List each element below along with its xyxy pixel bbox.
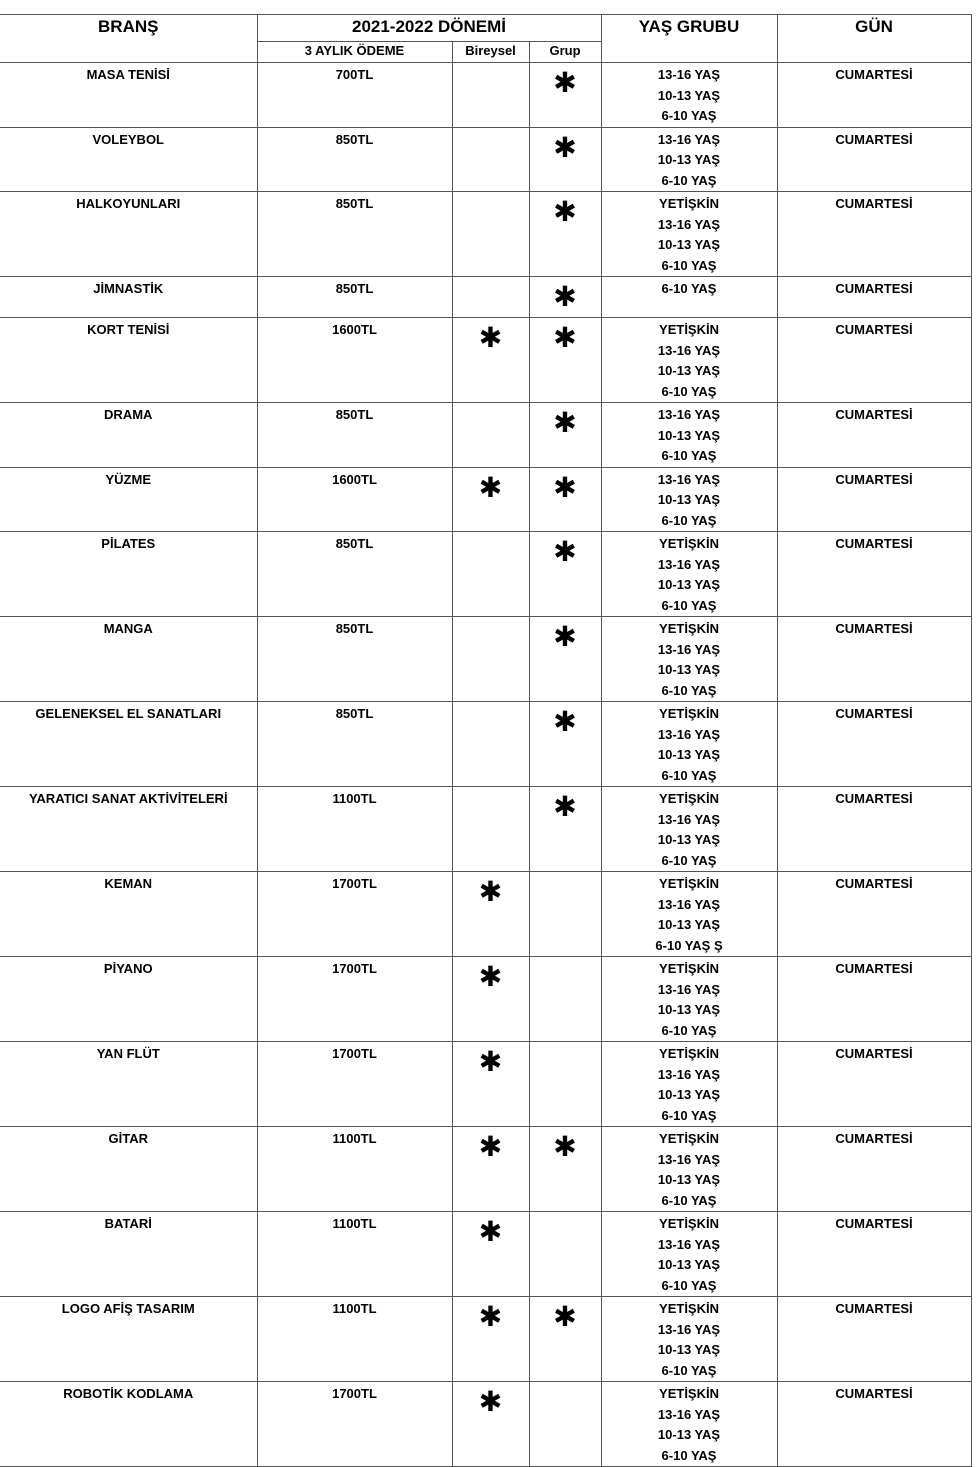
branch-name-cell: YÜZME [0, 467, 257, 532]
age-group-cell [601, 403, 777, 468]
group-mark-cell: ✱ [529, 277, 601, 318]
price-cell: 850TL [257, 192, 452, 277]
day-cell: CUMARTESİ [777, 787, 971, 872]
age-group-item: 10-13 YAŞ [657, 577, 721, 592]
age-group-item: 13-16 YAŞ [657, 342, 721, 358]
age-group-cell [601, 1127, 777, 1212]
branch-name-cell: PİYANO [0, 957, 257, 1042]
table-row [0, 277, 971, 318]
age-group-cell [601, 787, 777, 872]
individual-mark-cell: ✱ [452, 318, 529, 403]
age-group-item: 13-16 YAŞ [657, 131, 721, 147]
price-cell: 1700TL [257, 1382, 452, 1467]
header-day: GÜN [777, 15, 971, 63]
age-group-item: YETİŞKİN [659, 706, 719, 721]
day-cell: CUMARTESİ [777, 1297, 971, 1382]
age-group-cell [601, 192, 777, 277]
individual-mark-cell: ✱ [452, 1212, 529, 1297]
table-row [0, 192, 971, 277]
header-group: Grup [529, 42, 601, 63]
day-cell: CUMARTESİ [777, 467, 971, 532]
individual-mark-cell [452, 403, 529, 468]
branch-name-cell: VOLEYBOL [0, 127, 257, 192]
individual-mark-cell: ✱ [452, 1042, 529, 1127]
age-group-cell [601, 318, 777, 403]
age-group-item: 13-16 YAŞ [657, 981, 721, 997]
branch-name-cell: KEMAN [0, 872, 257, 957]
individual-mark-cell: ✱ [452, 467, 529, 532]
day-cell: CUMARTESİ [777, 1382, 971, 1467]
age-group-item: YETİŞKİN [659, 1216, 719, 1231]
branch-name-cell: YARATICI SANAT AKTİVİTELERİ [0, 787, 257, 872]
branch-name-cell: DRAMA [0, 403, 257, 468]
price-cell: 850TL [257, 127, 452, 192]
age-group-item: 10-13 YAŞ [657, 917, 721, 932]
table-row [0, 467, 971, 532]
age-group-item: YETİŞKİN [659, 961, 719, 976]
age-group-item: 10-13 YAŞ [657, 1257, 721, 1272]
table-row [0, 127, 971, 192]
age-group-item: 13-16 YAŞ [657, 1406, 721, 1422]
day-cell: CUMARTESİ [777, 403, 971, 468]
age-group-cell [601, 1212, 777, 1297]
price-cell: 1600TL [257, 318, 452, 403]
age-group-item: 10-13 YAŞ [657, 87, 721, 103]
table-row [0, 617, 971, 702]
age-group-item: 6-10 YAŞ [661, 512, 717, 528]
table-row [0, 872, 971, 957]
age-group-item: 6-10 YAŞ [661, 257, 717, 273]
age-group-item: 13-16 YAŞ [657, 811, 721, 827]
age-group-item: YETİŞKİN [659, 322, 719, 337]
age-group-item: 6-10 YAŞ [661, 682, 717, 698]
age-group-item: 10-13 YAŞ [657, 1427, 721, 1442]
age-group-cell [601, 702, 777, 787]
age-group-item: 6-10 YAŞ [661, 1107, 717, 1123]
age-group-item: 13-16 YAŞ [657, 407, 721, 422]
age-group-item: 6-10 YAŞ [661, 448, 717, 463]
age-group-item: YETİŞKİN [659, 1301, 719, 1316]
branch-name-cell: GİTAR [0, 1127, 257, 1212]
age-group-item: 6-10 YAŞ [661, 281, 717, 296]
age-group-cell [601, 872, 777, 957]
age-group-item: YETİŞKİN [659, 621, 719, 636]
header-payment: 3 AYLIK ÖDEME [257, 42, 452, 63]
age-group-item: 6-10 YAŞ [661, 1192, 717, 1208]
age-group-item: 6-10 YAŞ [661, 172, 717, 188]
group-mark-cell [529, 1212, 601, 1297]
price-cell: 1700TL [257, 872, 452, 957]
header-age-group: YAŞ GRUBU [601, 15, 777, 63]
age-group-item: 13-16 YAŞ [657, 896, 721, 912]
individual-mark-cell: ✱ [452, 1127, 529, 1212]
individual-mark-cell [452, 63, 529, 128]
age-group-item: YETİŞKİN [659, 791, 719, 806]
price-cell: 850TL [257, 617, 452, 702]
day-cell: CUMARTESİ [777, 1042, 971, 1127]
branch-name-cell: BATARİ [0, 1212, 257, 1297]
group-mark-cell: ✱ [529, 127, 601, 192]
group-mark-cell: ✱ [529, 192, 601, 277]
day-cell: CUMARTESİ [777, 318, 971, 403]
group-mark-cell: ✱ [529, 617, 601, 702]
day-cell: CUMARTESİ [777, 63, 971, 128]
age-group-cell [601, 1297, 777, 1382]
table-row [0, 1212, 971, 1297]
table-row [0, 403, 971, 468]
branch-name-cell: KORT TENİSİ [0, 318, 257, 403]
price-cell: 700TL [257, 63, 452, 128]
individual-mark-cell [452, 617, 529, 702]
branch-name-cell: PİLATES [0, 532, 257, 617]
price-cell: 850TL [257, 277, 452, 318]
age-group-item: YETİŞKİN [659, 1131, 719, 1146]
group-mark-cell: ✱ [529, 403, 601, 468]
header-period: 2021-2022 DÖNEMİ [257, 15, 601, 42]
age-group-item: 13-16 YAŞ [657, 556, 721, 572]
header-branch: BRANŞ [0, 15, 257, 63]
branch-name-cell: LOGO AFİŞ TASARIM [0, 1297, 257, 1382]
table-row [0, 702, 971, 787]
day-cell: CUMARTESİ [777, 872, 971, 957]
table-body [0, 63, 971, 1467]
table-row [0, 1127, 971, 1212]
branch-name-cell: HALKOYUNLARI [0, 192, 257, 277]
individual-mark-cell [452, 532, 529, 617]
age-group-item: 13-16 YAŞ [657, 67, 721, 82]
age-group-cell [601, 957, 777, 1042]
branch-name-cell: MANGA [0, 617, 257, 702]
age-group-item: 13-16 YAŞ [657, 1066, 721, 1082]
age-group-cell [601, 617, 777, 702]
branch-name-cell: MASA TENİSİ [0, 63, 257, 128]
age-group-item: 10-13 YAŞ [657, 237, 721, 252]
group-mark-cell: ✱ [529, 532, 601, 617]
price-cell: 1600TL [257, 467, 452, 532]
age-group-item: 10-13 YAŞ [657, 832, 721, 847]
price-cell: 1100TL [257, 1127, 452, 1212]
individual-mark-cell [452, 127, 529, 192]
age-group-item: 6-10 YAŞ [661, 383, 717, 399]
table-row [0, 787, 971, 872]
age-group-item: 13-16 YAŞ [657, 471, 721, 487]
individual-mark-cell: ✱ [452, 872, 529, 957]
age-group-cell [601, 532, 777, 617]
age-group-item: YETİŞKİN [659, 876, 719, 891]
day-cell: CUMARTESİ [777, 277, 971, 318]
price-cell: 1100TL [257, 787, 452, 872]
individual-mark-cell [452, 277, 529, 318]
day-cell: CUMARTESİ [777, 702, 971, 787]
age-group-item: 6-10 YAŞ [661, 108, 717, 123]
age-group-item: YETİŞKİN [659, 1386, 719, 1401]
age-group-item: 10-13 YAŞ [657, 492, 721, 507]
age-group-cell [601, 127, 777, 192]
price-cell: 1700TL [257, 1042, 452, 1127]
age-group-item: 13-16 YAŞ [657, 216, 721, 232]
individual-mark-cell: ✱ [452, 1297, 529, 1382]
price-cell: 850TL [257, 403, 452, 468]
day-cell: CUMARTESİ [777, 127, 971, 192]
course-fee-table [0, 14, 972, 1467]
age-group-item: 13-16 YAŞ [657, 1151, 721, 1167]
age-group-item: 13-16 YAŞ [657, 1236, 721, 1252]
table-row [0, 532, 971, 617]
individual-mark-cell: ✱ [452, 957, 529, 1042]
price-cell: 1700TL [257, 957, 452, 1042]
age-group-item: 10-13 YAŞ [657, 1002, 721, 1017]
age-group-item: YETİŞKİN [659, 536, 719, 551]
day-cell: CUMARTESİ [777, 192, 971, 277]
age-group-item: 13-16 YAŞ [657, 1321, 721, 1337]
branch-name-cell: GELENEKSEL EL SANATLARI [0, 702, 257, 787]
day-cell: CUMARTESİ [777, 1212, 971, 1297]
age-group-item: 6-10 YAŞ [661, 1022, 717, 1038]
age-group-cell [601, 1382, 777, 1467]
price-cell: 850TL [257, 532, 452, 617]
table-row [0, 1042, 971, 1127]
table-row [0, 63, 971, 128]
group-mark-cell: ✱ [529, 1297, 601, 1382]
age-group-item: YETİŞKİN [659, 1046, 719, 1061]
age-group-item: 6-10 YAŞ [661, 1362, 717, 1378]
age-group-item: 10-13 YAŞ [657, 363, 721, 378]
group-mark-cell: ✱ [529, 467, 601, 532]
age-group-cell [601, 63, 777, 128]
age-group-item: 6-10 YAŞ [661, 597, 717, 613]
age-group-cell [601, 467, 777, 532]
price-cell: 1100TL [257, 1297, 452, 1382]
group-mark-cell: ✱ [529, 1127, 601, 1212]
group-mark-cell: ✱ [529, 702, 601, 787]
group-mark-cell: ✱ [529, 63, 601, 128]
age-group-item: 10-13 YAŞ [657, 662, 721, 677]
individual-mark-cell [452, 192, 529, 277]
age-group-cell [601, 1042, 777, 1127]
age-group-item: 10-13 YAŞ [657, 1172, 721, 1187]
age-group-item: 13-16 YAŞ [657, 641, 721, 657]
branch-name-cell: JİMNASTİK [0, 277, 257, 318]
age-group-item: 10-13 YAŞ [657, 1087, 721, 1102]
age-group-item: 10-13 YAŞ [657, 152, 721, 167]
header-individual: Bireysel [452, 42, 529, 63]
age-group-item: 6-10 YAŞ [661, 767, 717, 783]
age-group-item: 10-13 YAŞ [657, 1342, 721, 1357]
age-group-item: 6-10 YAŞ [661, 1277, 717, 1293]
age-group-item: 10-13 YAŞ [657, 427, 721, 443]
day-cell: CUMARTESİ [777, 532, 971, 617]
day-cell: CUMARTESİ [777, 1127, 971, 1212]
group-mark-cell [529, 1042, 601, 1127]
individual-mark-cell [452, 787, 529, 872]
individual-mark-cell [452, 702, 529, 787]
group-mark-cell: ✱ [529, 318, 601, 403]
price-cell: 850TL [257, 702, 452, 787]
day-cell: CUMARTESİ [777, 957, 971, 1042]
individual-mark-cell: ✱ [452, 1382, 529, 1467]
day-cell: CUMARTESİ [777, 617, 971, 702]
age-group-item: 6-10 YAŞ [661, 852, 717, 868]
table-row [0, 957, 971, 1042]
branch-name-cell: YAN FLÜT [0, 1042, 257, 1127]
age-group-item: 6-10 YAŞ [661, 1447, 717, 1463]
age-group-item: YETİŞKİN [659, 196, 719, 211]
table-row [0, 1382, 971, 1467]
table-row [0, 1297, 971, 1382]
branch-name-cell: ROBOTİK KODLAMA [0, 1382, 257, 1467]
age-group-item: 6-10 YAŞ Ş [655, 937, 723, 953]
group-mark-cell: ✱ [529, 787, 601, 872]
group-mark-cell [529, 872, 601, 957]
group-mark-cell [529, 1382, 601, 1467]
group-mark-cell [529, 957, 601, 1042]
price-cell: 1100TL [257, 1212, 452, 1297]
age-group-cell [601, 277, 777, 318]
age-group-item: 10-13 YAŞ [657, 747, 721, 762]
table-row [0, 318, 971, 403]
age-group-item: 13-16 YAŞ [657, 726, 721, 742]
